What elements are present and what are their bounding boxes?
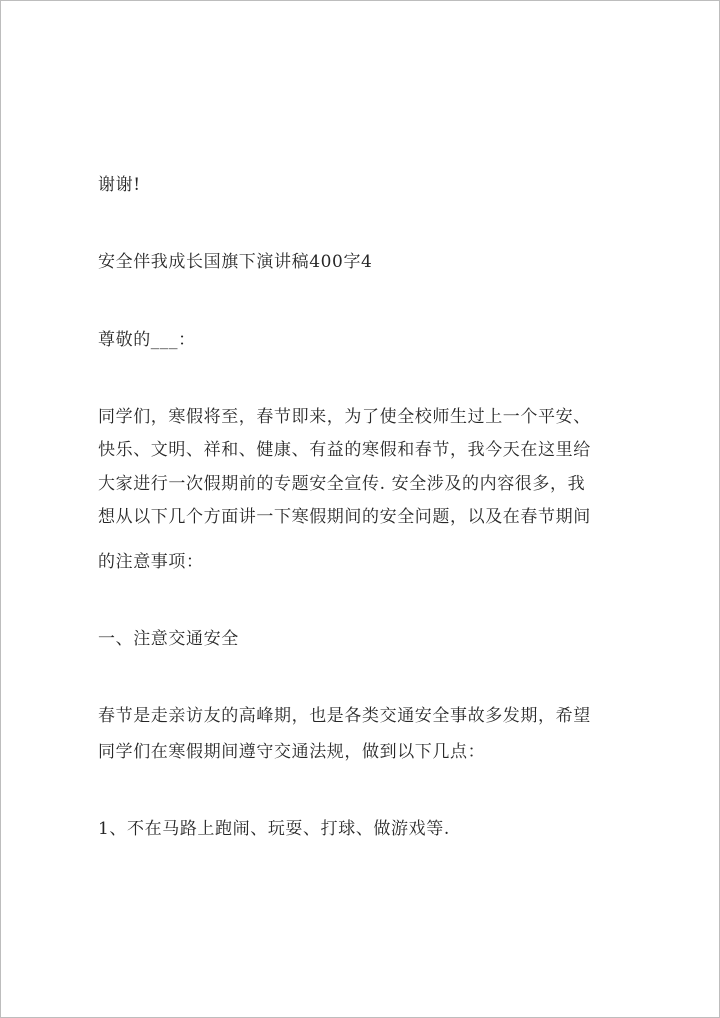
- section-heading: 一、注意交通安全: [98, 629, 239, 649]
- paragraph-line: 快乐、文明、祥和、健康、有益的寒假和春节，我今天在这里给: [98, 440, 591, 460]
- paragraph-line: 同学们，寒假将至，春节即来，为了使全校师生过上一个平安、: [98, 407, 591, 427]
- salutation: 尊敬的___：: [98, 330, 196, 350]
- paragraph-line: 同学们在寒假期间遵守交通法规，做到以下几点：: [98, 742, 486, 762]
- paragraph-line: 的注意事项：: [98, 552, 204, 572]
- thanks-text: 谢谢!: [98, 175, 141, 195]
- speech-title: 安全伴我成长国旗下演讲稿400字4: [98, 252, 373, 272]
- paragraph-line: 想从以下几个方面讲一下寒假期间的安全问题，以及在春节期间: [98, 507, 591, 527]
- paragraph-line: 春节是走亲访友的高峰期，也是各类交通安全事故多发期，希望: [98, 706, 591, 726]
- list-item: 1、不在马路上跑闹、玩耍、打球、做游戏等.: [98, 819, 450, 839]
- paragraph-line: 大家进行一次假期前的专题安全宣传. 安全涉及的内容很多，我: [98, 474, 586, 494]
